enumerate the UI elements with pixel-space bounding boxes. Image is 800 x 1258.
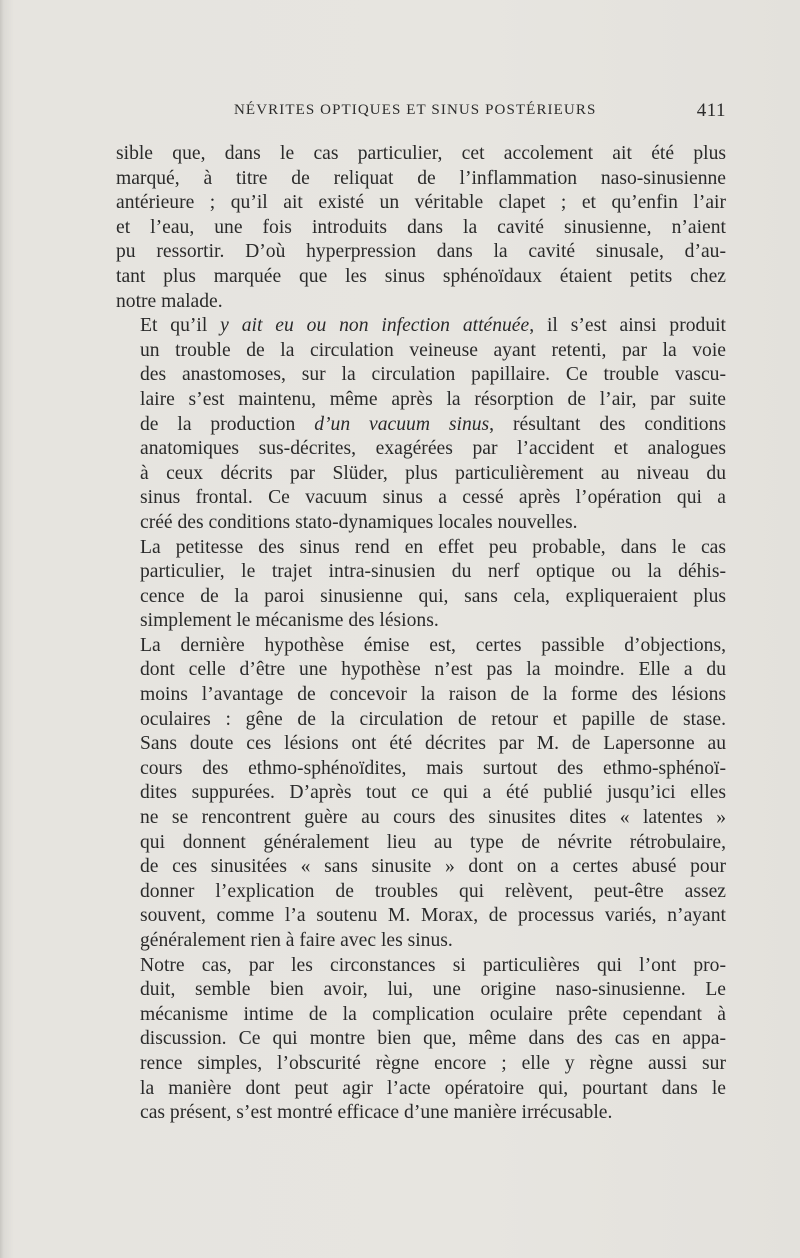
paragraph-4	[116, 634, 726, 954]
text-line: pu ressortir. D’où hyperpression dans la cavité sinusale, d’au-	[116, 241, 726, 263]
paragraph-2	[116, 314, 726, 535]
text-line: généralement rien à faire avec les sinus.	[140, 930, 453, 951]
text-line: ne se rencontrent guère au cours des sinusites dites « latentes »	[140, 807, 726, 829]
text-line: dites suppurées. D’après tout ce qui a été publié jusqu’ici elles	[140, 782, 726, 804]
paragraph-5	[116, 954, 726, 1126]
paragraph-3	[116, 536, 726, 634]
text-line: moins l’avantage de concevoir la raison de la forme des lésions	[140, 684, 726, 706]
text-line: la manière dont peut agir l’acte opératoire qui, pourtant dans le	[140, 1077, 726, 1099]
text-line: Sans doute ces lésions ont été décrites par M. de Lapersonne au	[140, 733, 726, 755]
text-run: de la production	[140, 413, 315, 435]
text-line: donner l’explication de troubles qui relèvent, peut-être assez	[140, 880, 726, 902]
text-line: notre malade.	[116, 290, 223, 312]
text-line: antérieure ; qu’il ait existé un véritable clapet ; et qu’enfin l’air	[116, 192, 726, 214]
text-line: un trouble de la circulation veineuse ayant retenti, par la voie	[140, 339, 726, 361]
text-line: simplement le mécanisme des lésions.	[140, 610, 439, 632]
italic-phrase: d’un vacuum sinus	[314, 413, 490, 435]
paragraph-1	[116, 142, 726, 314]
running-title: NÉVRITES OPTIQUES ET SINUS POSTÉRIEURS	[234, 102, 597, 118]
text-line	[116, 413, 726, 438]
text-line: souvent, comme l’a soutenu M. Morax, de processus variés, n’ayant	[140, 905, 726, 927]
text-line: oculaires : gêne de la circulation de retour et papille de stase.	[140, 708, 726, 730]
text-line	[116, 314, 726, 339]
text-line: La petitesse des sinus rend en effet peu probable, dans le cas	[140, 536, 726, 558]
page-number: 411	[696, 100, 726, 121]
text-run: Et qu’il	[140, 315, 221, 337]
text-line: à ceux décrits par Slüder, plus particulièrement au niveau du	[140, 462, 726, 484]
text-line: marqué, à titre de reliquat de l’inflammation naso-sinusienne	[116, 167, 726, 189]
text-line: dont celle d’être une hypothèse n’est pas la moindre. Elle a du	[140, 659, 726, 681]
text-line: cas présent, s’est montré efficace d’une manière irrécusable.	[140, 1102, 613, 1124]
text-line: créé des conditions stato-dynamiques locales nouvelles.	[140, 511, 578, 533]
text-line: mécanisme intime de la complication oculaire prête cependant à	[140, 1003, 726, 1025]
text-line: sinus frontal. Ce vacuum sinus a cessé après l’opération qui a	[140, 487, 726, 509]
text-line: anatomiques sus-décrites, exagérées par l’accident et analogues	[140, 438, 726, 460]
text-line: Notre cas, par les circonstances si particulières qui l’ont pro-	[140, 954, 726, 976]
text-line: cours des ethmo-sphénoïdites, mais surtout des ethmo-sphénoï-	[140, 757, 726, 779]
text-line: laire s’est maintenu, même après la résorption de l’air, par suite	[140, 388, 726, 410]
text-run: , résultant des conditions	[489, 413, 726, 435]
text-line: rence simples, l’obscurité règne encore ; elle y règne aussi sur	[140, 1052, 726, 1074]
text-line: tant plus marquée que les sinus sphénoïdaux étaient petits chez	[116, 265, 726, 287]
text-line: sible que, dans le cas particulier, cet accolement ait été plus	[116, 143, 726, 164]
text-line: duit, semble bien avoir, lui, une origine naso-sinusienne. Le	[140, 979, 726, 1001]
italic-phrase: y ait eu ou non infection atténuée	[220, 315, 530, 337]
text-line: particulier, le trajet intra-sinusien du nerf optique ou la déhis-	[140, 561, 726, 583]
body-text	[116, 142, 726, 1126]
text-line: cence de la paroi sinusienne qui, sans cela, expliqueraient plus	[140, 585, 726, 607]
running-head	[116, 102, 726, 128]
text-run: , il s’est ainsi produit	[529, 315, 727, 337]
text-line: La dernière hypothèse émise est, certes passible d’objections,	[140, 634, 726, 656]
text-line: discussion. Ce qui montre bien que, même dans des cas en appa-	[140, 1028, 726, 1050]
text-line: qui donnent généralement lieu au type de névrite rétrobulaire,	[140, 831, 726, 853]
text-line: des anastomoses, sur la circulation papillaire. Ce trouble vascu-	[140, 364, 726, 386]
text-line: de ces sinusitées « sans sinusite » dont on a certes abusé pour	[140, 856, 726, 878]
text-line: et l’eau, une fois introduits dans la cavité sinusienne, n’aient	[116, 216, 726, 238]
